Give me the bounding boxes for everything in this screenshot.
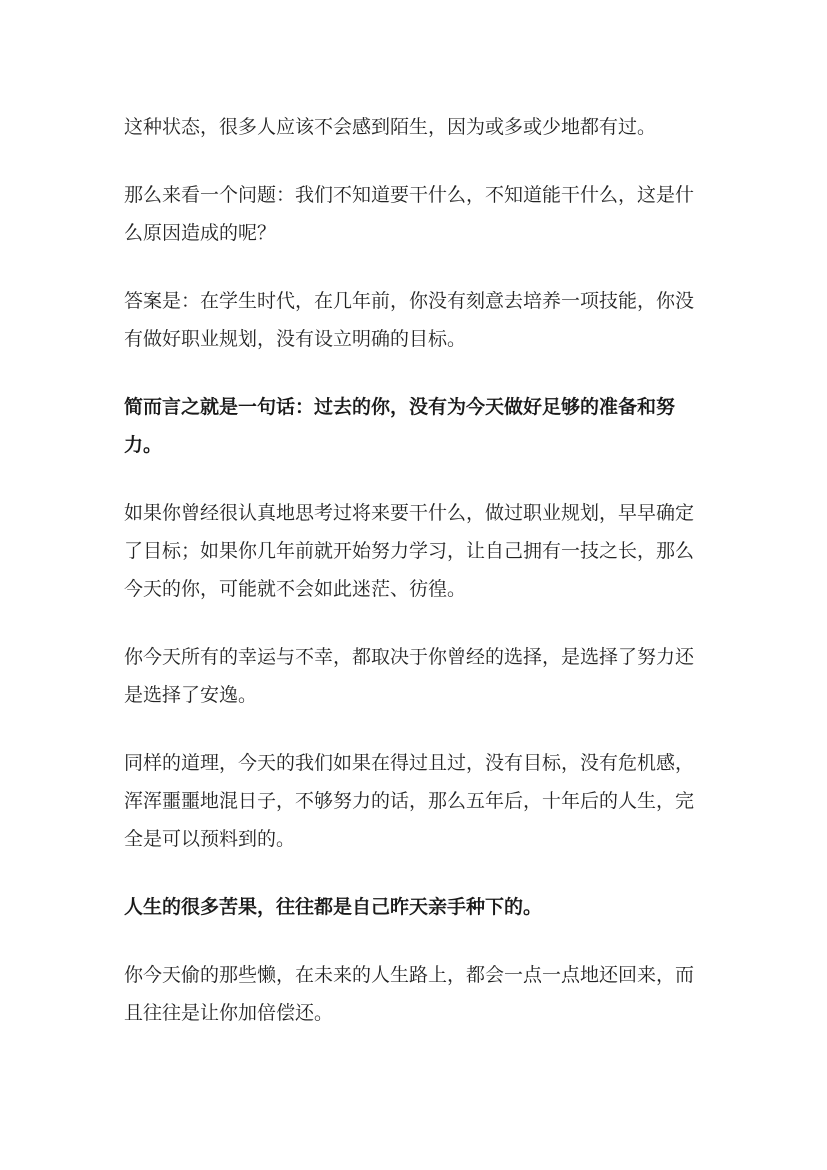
- paragraph-9: 你今天偷的那些懒，在未来的人生路上，都会一点一点地还回来，而 且往往是让你加倍偿还。: [124, 964, 695, 1024]
- paragraph-2: 那么来看一个问题：我们不知道要干什么，不知道能干什么，这是什 么原因造成的呢？: [124, 184, 695, 244]
- paragraph-5: 如果你曾经很认真地思考过将来要干什么，做过职业规划，早早确定 了目标；如果你几年前就开始努力学习，让自己拥有一技之长，那么 今天的你，可能就不会如此迷茫、彷徨。: [124, 502, 695, 600]
- paragraph-6: 你今天所有的幸运与不幸，都取决于你曾经的选择，是选择了努力还 是选择了安逸。: [124, 646, 695, 706]
- paragraph-8-bold: 人生的很多苦果，往往都是自己昨天亲手种下的。: [124, 896, 543, 918]
- paragraph-7: 同样的道理，今天的我们如果在得过且过，没有目标，没有危机感， 浑浑噩噩地混日子，不够努力的话，那么五年后，十年后的人生，完 全是可以预料到的。: [124, 752, 695, 850]
- paragraph-4-bold: 简而言之就是一句话：过去的你，没有为今天做好足够的准备和努力。: [124, 396, 676, 456]
- paragraph-3: 答案是：在学生时代，在几年前，你没有刻意去培养一项技能，你没 有做好职业规划，没有设立明确的目标。: [124, 290, 695, 350]
- paragraph-1: 这种状态，很多人应该不会感到陌生，因为或多或少地都有过。: [124, 116, 657, 138]
